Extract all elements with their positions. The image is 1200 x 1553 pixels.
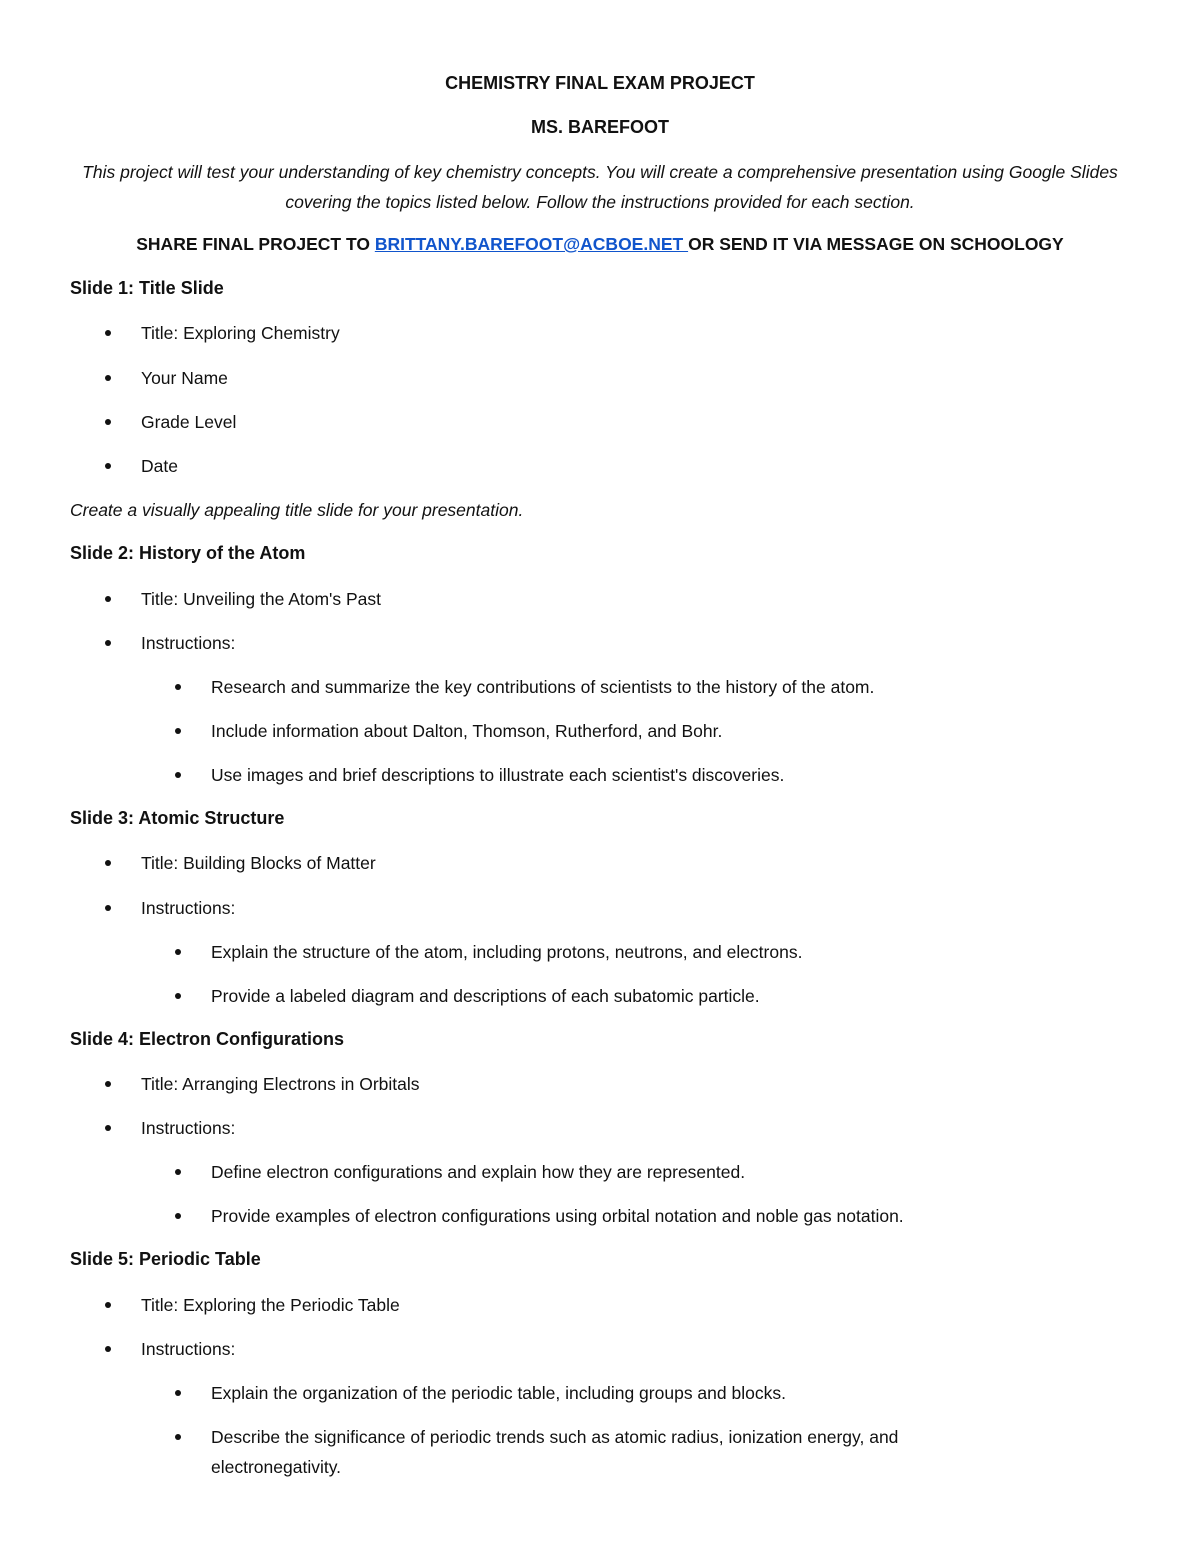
sub-list-item: Provide examples of electron configurations using orbital notation and noble gas notation. (211, 1201, 1111, 1231)
share-instructions (0, 234, 1200, 255)
sub-list-item: Include information about Dalton, Thomson, Rutherford, and Bohr. (211, 716, 1111, 746)
bullet-icon (175, 684, 181, 690)
slide3-heading: Slide 3: Atomic Structure (70, 808, 285, 828)
bullet-icon (105, 1081, 111, 1087)
bullet-icon (175, 1169, 181, 1175)
bullet-icon (105, 463, 111, 469)
slide4-heading: Slide 4: Electron Configurations (70, 1029, 345, 1049)
list-item: Title: Arranging Electrons in Orbitals (141, 1069, 1101, 1099)
bullet-icon (175, 728, 181, 734)
bullet-icon (105, 1125, 111, 1131)
intro-paragraph: This project will test your understanding of key chemistry concepts. You will create a comprehensive presentation using Google Slides covering the topics listed below. Follow the instructions provided for each section. (82, 162, 1118, 212)
teacher-name: MS. BAREFOOT (531, 117, 669, 137)
list-item: Title: Exploring Chemistry (141, 318, 1101, 348)
share-email-link[interactable]: BRITTANY.BAREFOOT@ACBOE.NET (374, 234, 689, 254)
sub-list-item: Explain the organization of the periodic table, including groups and blocks. (211, 1378, 1111, 1408)
list-item: Title: Exploring the Periodic Table (141, 1290, 1101, 1320)
bullet-icon (105, 419, 111, 425)
list-item: Date (141, 451, 1101, 481)
bullet-icon (175, 949, 181, 955)
list-item: Instructions: (141, 1334, 1101, 1364)
list-item: Instructions: (141, 1113, 1101, 1143)
bullet-icon (105, 330, 111, 336)
sub-list-item: Use images and brief descriptions to illustrate each scientist's discoveries. (211, 760, 1111, 790)
list-item: Title: Unveiling the Atom's Past (141, 584, 1101, 614)
bullet-icon (105, 640, 111, 646)
document-title: CHEMISTRY FINAL EXAM PROJECT (445, 73, 755, 93)
bullet-icon (105, 1302, 111, 1308)
bullet-icon (175, 772, 181, 778)
list-item: Instructions: (141, 628, 1101, 658)
sub-list-item: Provide a labeled diagram and descriptions of each subatomic particle. (211, 981, 1111, 1011)
share-prefix: SHARE FINAL PROJECT TO (136, 234, 375, 254)
slide1-heading: Slide 1: Title Slide (70, 278, 224, 298)
sub-list-item: Research and summarize the key contributions of scientists to the history of the atom. (211, 672, 1111, 702)
bullet-icon (175, 993, 181, 999)
list-item: Title: Building Blocks of Matter (141, 848, 1101, 878)
bullet-icon (105, 1346, 111, 1352)
bullet-icon (105, 375, 111, 381)
bullet-icon (105, 860, 111, 866)
bullet-icon (175, 1434, 181, 1440)
bullet-icon (105, 596, 111, 602)
list-item: Instructions: (141, 893, 1101, 923)
sub-list-item: Explain the structure of the atom, including protons, neutrons, and electrons. (211, 937, 1111, 967)
share-suffix: OR SEND IT VIA MESSAGE ON SCHOOLOGY (688, 234, 1064, 254)
list-item: Your Name (141, 363, 1101, 393)
sub-list-item: Describe the significance of periodic trends such as atomic radius, ionization energy, and electronegativity. (211, 1422, 1011, 1482)
bullet-icon (105, 905, 111, 911)
sub-list-item: Define electron configurations and explain how they are represented. (211, 1157, 1111, 1187)
slide5-heading: Slide 5: Periodic Table (70, 1249, 261, 1269)
slide2-heading: Slide 2: History of the Atom (70, 543, 306, 563)
bullet-icon (175, 1213, 181, 1219)
bullet-icon (175, 1390, 181, 1396)
list-item: Grade Level (141, 407, 1101, 437)
slide1-note: Create a visually appealing title slide for your presentation. (70, 500, 524, 520)
